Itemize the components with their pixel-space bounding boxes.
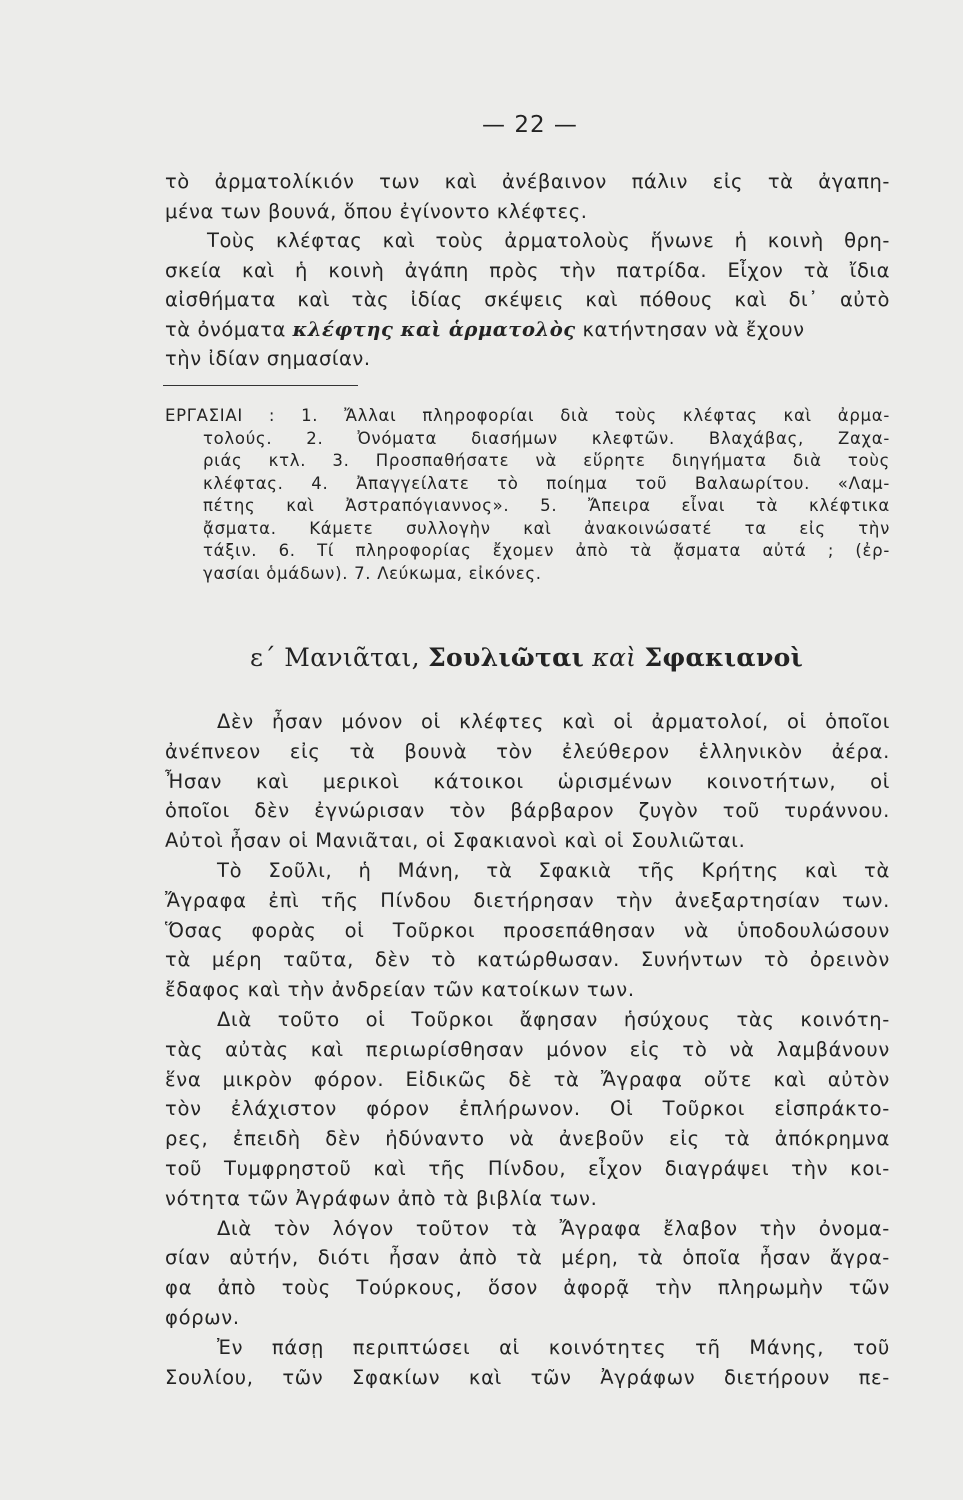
emphasized-terms: κλέφτης καὶ ἁρματολὸς <box>292 317 576 341</box>
text-line: Ἐν πάσῃ περιπτώσει αἱ κοινότητες τῆ Μάνης, τοῦ <box>217 1335 890 1359</box>
exercise-line: τάξιν. 6. Τί πληροφορίας ἔχομεν ἀπὸ τὰ ᾄσματα αὐτά ; (ἐρ- <box>203 541 890 560</box>
text-line-suffix: κατήντησαν νὰ ἔχουν <box>575 317 805 341</box>
text-line <box>165 315 890 345</box>
text-line: Ἄγραφα ἐπὶ τῆς Πίνδου διετήρησαν τὴν ἀνεξαρτησίαν των. <box>165 888 890 912</box>
text-line: τὸ ἀρματολίκιόν των καὶ ἀνέβαινον πάλιν εἰς τὰ ἀγαπη- <box>165 170 890 193</box>
text-line: Σουλίου, τῶν Σφακίων καὶ τῶν Ἀγράφων διετήρουν πε- <box>165 1365 890 1389</box>
exercise-line: κλέφτας. 4. Ἀπαγγείλατε τὸ ποίημα τοῦ Βαλαωρίτου. «Λαμ- <box>203 473 890 493</box>
text-line: τὰ μέρη ταῦτα, δὲν τὸ κατώρθωσαν. Συνήντων τὸ ὀρεινὸν <box>165 948 890 972</box>
section-divider <box>163 385 358 386</box>
exercise-line: ᾄσματα. Κάμετε συλλογὴν καὶ ἀνακοινώσατέ τα εἰς τὴν <box>203 518 890 538</box>
exercise-line: γασίαι ὁμάδων). 7. Λεύκωμα, εἰκόνες. <box>203 563 542 583</box>
text-line: σκεία καὶ ἡ κοινὴ ἀγάπη πρὸς τὴν πατρίδα. Εἶχον τὰ ἴδια <box>165 258 890 282</box>
text-line: φόρων. <box>165 1305 240 1329</box>
text-line: αἰσθήματα καὶ τὰς ἰδίας σκέψεις καὶ πόθους καὶ δι᾽ αὐτὸ <box>165 288 890 311</box>
paragraph-armatoloi <box>165 167 890 374</box>
text-line-prefix: τὰ ὀνόματα <box>165 317 293 341</box>
text-line: τοῦ Τυμφρηστοῦ καὶ τῆς Πίνδου, εἶχον διαγράψει τὴν κοι- <box>165 1156 890 1180</box>
text-line: Διὰ τοῦτο οἱ Τοῦρκοι ἄφησαν ἡσύχους τὰς κοινότη- <box>217 1007 890 1031</box>
exercise-line: ΕΡΓΑΣΙΑΙ : 1. Ἄλλαι πληροφορίαι διὰ τοὺς κλέφτας καὶ ἀρμα- <box>165 406 890 425</box>
text-line: νότητα τῶν Ἀγράφων ἀπὸ τὰ βιβλία των. <box>165 1186 598 1210</box>
text-line: ἀνέπνεον εἰς τὰ βουνὰ τὸν ἐλεύθερον ἑλληνικὸν ἀέρα. <box>165 739 890 763</box>
text-line: Διὰ τὸν λόγον τοῦτον τὰ Ἄγραφα ἔλαβον τὴν ὀνομα- <box>217 1216 890 1240</box>
text-line: Δὲν ἦσαν μόνον οἱ κλέφτες καὶ οἱ ἀρματολοί, οἱ ὁποῖοι <box>217 710 890 733</box>
text-line: Τὸ Σοῦλι, ἡ Μάνη, τὰ Σφακιὰ τῆς Κρήτης καὶ τὰ <box>217 858 890 882</box>
exercise-line: πέτης καὶ Ἀστραπόγιαννος». 5. Ἄπειρα εἶναι τὰ κλέφτικα <box>203 496 890 515</box>
text-line: Τοὺς κλέφτας καὶ τοὺς ἀρματολοὺς ἥνωνε ἡ κοινὴ θρη- <box>207 229 890 252</box>
text-line: ὁποῖοι δὲν ἐγνώρισαν τὸν βάρβαρον ζυγὸν τοῦ τυράννου. <box>165 799 890 823</box>
exercise-line: ριάς κτλ. 3. Προσπαθήσατε νὰ εὕρητε διηγήματα διὰ τοὺς <box>203 451 890 470</box>
exercises-block <box>165 405 890 585</box>
text-line: μένα των βουνά, ὅπου ἐγίνοντο κλέφτες. <box>165 199 588 223</box>
heading-souliotes: Σουλιῶται <box>428 643 585 672</box>
heading-prefix: ε΄ Μανιᾶται, <box>250 643 429 672</box>
text-line: σίαν αὐτήν, διότι ἦσαν ἀπὸ τὰ μέρη, τὰ ὁποῖα ἦσαν ἄγρα- <box>165 1246 890 1270</box>
text-line: Ἦσαν καὶ μερικοὶ κάτοικοι ὡρισμένων κοινοτήτων, οἱ <box>165 769 890 793</box>
heading-conjunction: καὶ <box>584 643 645 672</box>
text-line: φα ἀπὸ τοὺς Τούρκους, ὅσον ἀφορᾷ τὴν πληρωμὴν τῶν <box>165 1276 890 1300</box>
exercise-line: τολούς. 2. Ὀνόματα διασήμων κλεφτῶν. Βλαχάβας, Ζαχα- <box>203 428 890 448</box>
page-number: — 22 — <box>482 112 578 138</box>
section-heading <box>250 643 950 672</box>
text-line: τὰς αὐτὰς καὶ περιωρίσθησαν μόνον εἰς τὸ νὰ λαμβάνουν <box>165 1037 890 1061</box>
text-line: τὸν ἐλάχιστον φόρον ἐπλήρωνον. Οἱ Τοῦρκοι εἰσπράκτο- <box>165 1097 890 1121</box>
text-line: ἕνα μικρὸν φόρον. Εἰδικῶς δὲ τὰ Ἄγραφα οὔτε καὶ αὐτὸν <box>165 1067 890 1091</box>
paragraph-maniates <box>165 707 890 1392</box>
text-line: ρες, ἐπειδὴ δὲν ἠδύναντο νὰ ἀνεβοῦν εἰς τὰ ἀπόκρημνα <box>165 1127 890 1151</box>
text-line: Ὅσας φορὰς οἱ Τοῦρκοι προσεπάθησαν νὰ ὑποδουλώσουν <box>165 918 890 942</box>
heading-sfakianoi: Σφακιανοὶ <box>644 643 803 672</box>
text-line: Αὐτοὶ ἦσαν οἱ Μανιᾶται, οἱ Σφακιανοὶ καὶ οἱ Σουλιῶται. <box>165 829 746 853</box>
text-line: τὴν ἰδίαν σημασίαν. <box>165 347 371 370</box>
text-line: ἔδαφος καὶ τὴν ἀνδρείαν τῶν κατοίκων των. <box>165 978 635 1002</box>
